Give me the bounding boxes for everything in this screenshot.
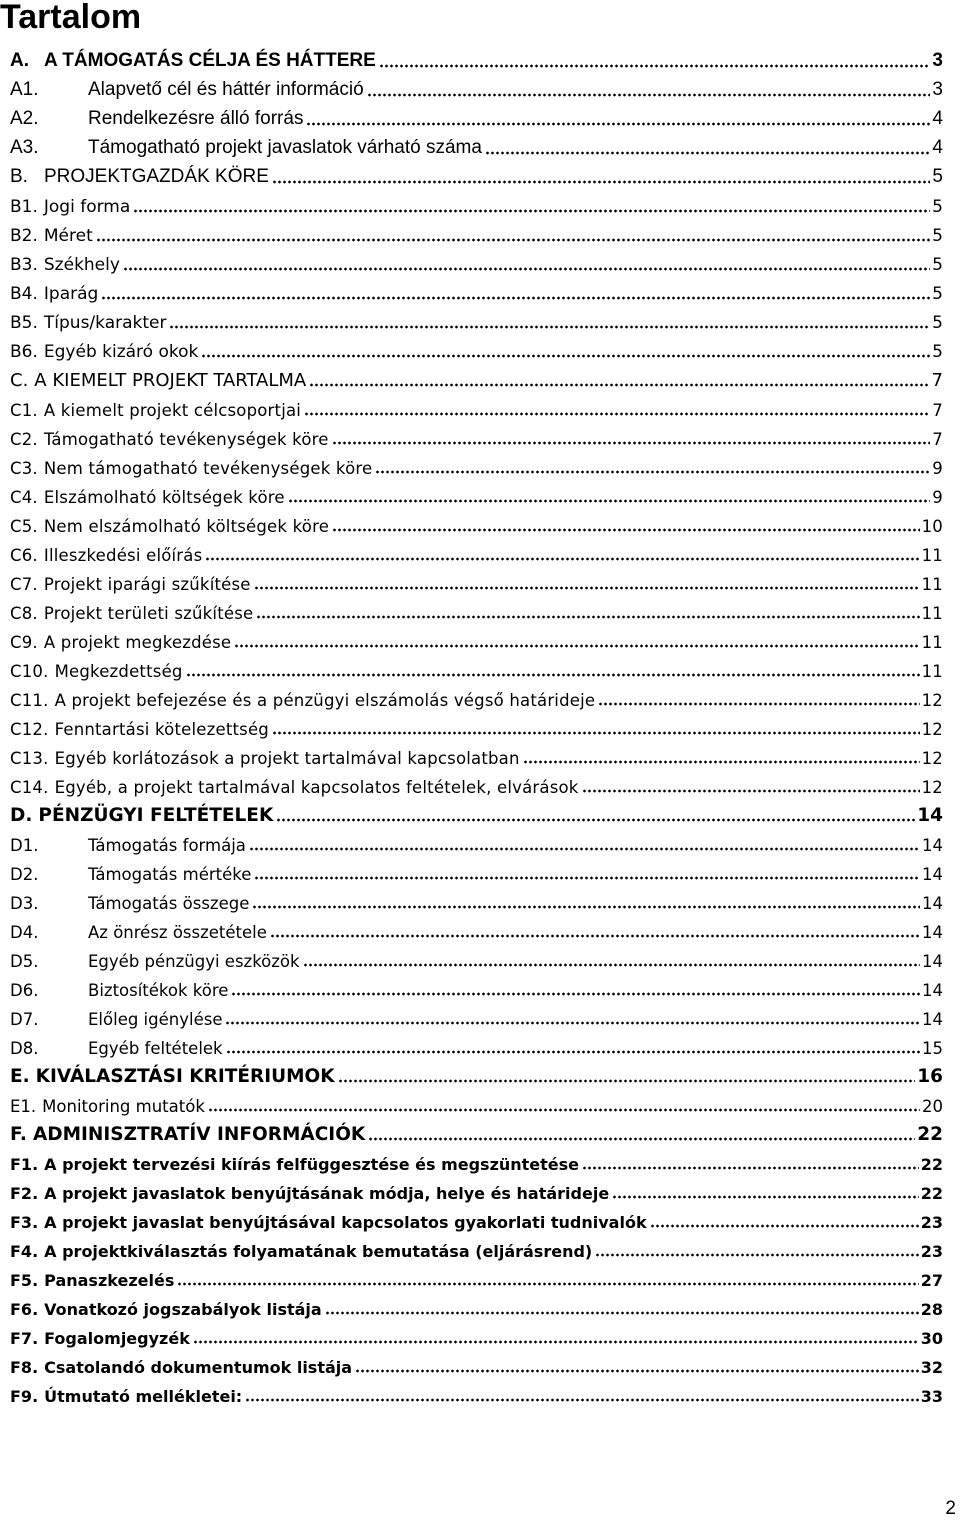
toc-entry-page: 14 (922, 894, 943, 913)
toc-entry[interactable] (10, 598, 943, 627)
toc-entry-title: Az önrész összetétele (88, 923, 267, 942)
toc-entry[interactable] (10, 366, 943, 395)
toc-entry-title: Alapvető cél és háttér információ (88, 79, 364, 100)
toc-entry-number: F7. (10, 1329, 39, 1348)
toc-entry-number: A2. (10, 108, 39, 129)
toc-entry-title: Típus/karakter (43, 313, 167, 333)
toc-entry-title: A TÁMOGATÁS CÉLJA ÉS HÁTTERE (44, 50, 376, 71)
toc-entry-number: B6. (10, 342, 38, 362)
toc-entry-number: F9. (10, 1387, 39, 1406)
toc-entry[interactable] (10, 917, 943, 946)
dot-leader (379, 64, 931, 68)
toc-entry-number: A3. (10, 137, 39, 158)
toc-entry-page: 15 (922, 1039, 943, 1058)
toc-entry-number: E. (10, 1066, 30, 1087)
toc-entry[interactable] (10, 1381, 943, 1410)
toc-entry[interactable] (10, 1207, 943, 1236)
toc-entry-page: 5 (932, 313, 943, 333)
toc-entry-page: 14 (922, 1010, 943, 1029)
toc-entry[interactable] (10, 685, 943, 714)
toc-entry-title: Egyéb, a projekt tartalmával kapcsolatos feltételek, elvárások (54, 778, 579, 797)
toc-entry-number: F. (10, 1124, 27, 1145)
toc-entry[interactable] (10, 569, 943, 598)
toc-entry[interactable] (10, 772, 943, 801)
toc-entry-page: 14 (922, 923, 943, 942)
dot-leader (123, 267, 930, 271)
dot-leader (288, 499, 931, 503)
toc-entry-page: 5 (932, 226, 943, 246)
toc-entry-title: Egyéb feltételek (88, 1039, 223, 1058)
toc-entry-title: A projekt tervezési kiírás felfüggesztése és megszüntetése (44, 1155, 580, 1174)
dot-leader (234, 644, 919, 648)
dot-leader (582, 789, 920, 793)
toc-entry-title: Fogalomjegyzék (44, 1329, 190, 1348)
dot-leader (304, 412, 930, 416)
dot-leader (309, 383, 929, 387)
toc-entry-number: B5. (10, 313, 38, 333)
toc-entry-number: C14. (10, 778, 49, 797)
toc-entry-page: 5 (932, 166, 943, 187)
toc-entry[interactable] (10, 192, 943, 221)
toc-entry[interactable] (10, 1178, 943, 1207)
toc-entry[interactable] (10, 511, 943, 540)
toc-entry[interactable] (10, 656, 943, 685)
toc-entry-number: F4. (10, 1242, 39, 1261)
toc-entry-title: A projektkiválasztás folyamatának bemutatása (eljárásrend) (44, 1242, 593, 1261)
toc-entry-page: 28 (920, 1300, 943, 1319)
dot-leader (325, 1311, 919, 1315)
toc-entry-title: A KIEMELT PROJEKT TARTALMA (34, 370, 307, 391)
toc-entry-page: 27 (920, 1271, 943, 1290)
toc-entry-number: B3. (10, 255, 38, 275)
toc-entry[interactable] (10, 1120, 943, 1149)
toc-entry-title: Projekt területi szűkítése (43, 604, 254, 623)
toc-entry-number: C3. (10, 459, 38, 478)
toc-entry-title: Székhely (43, 255, 120, 275)
toc-entry-title: A kiemelt projekt célcsoportjai (43, 401, 302, 420)
dot-leader (177, 1282, 918, 1286)
dot-leader (186, 673, 920, 677)
toc-entry-number: F8. (10, 1358, 39, 1377)
toc-entry-number: D5. (10, 952, 39, 971)
toc-entry-page: 7 (932, 401, 943, 420)
toc-entry-title: Támogatás összege (88, 894, 250, 913)
toc-entry-number: C11. (10, 691, 49, 710)
dot-leader (201, 354, 930, 358)
toc-entry-number: D6. (10, 981, 39, 1000)
toc-entry-page: 16 (917, 1066, 943, 1087)
toc-entry[interactable] (10, 134, 943, 163)
toc-entry-title: Nem támogatható tevékenységek köre (43, 459, 373, 478)
toc-entry-page: 32 (920, 1358, 943, 1377)
toc-entry-number: F1. (10, 1155, 39, 1174)
dot-leader (252, 905, 920, 909)
toc-entry[interactable] (10, 946, 943, 975)
toc-entry-title: Útmutató mellékletei: (44, 1387, 243, 1406)
toc-entry-title: Egyéb pénzügyi eszközök (88, 952, 300, 971)
toc-entry-title: Támogatható tevékenységek köre (43, 430, 329, 449)
dot-leader (367, 93, 931, 97)
toc-entry-number: C9. (10, 633, 38, 652)
toc-entry-title: Méret (43, 226, 93, 246)
toc-entry[interactable] (10, 1294, 943, 1323)
toc-entry-page: 11 (921, 575, 943, 594)
dot-leader (254, 876, 920, 880)
toc-entry[interactable] (10, 975, 943, 1004)
dot-leader (96, 238, 930, 242)
toc-entry[interactable] (10, 888, 943, 917)
toc-entry[interactable] (10, 714, 943, 743)
dot-leader (582, 1166, 919, 1170)
dot-leader (270, 934, 920, 938)
page-title: Tartalom (0, 0, 142, 36)
toc-entry-page: 22 (920, 1184, 943, 1203)
toc-entry-title: Vonatkozó jogszabályok listája (44, 1300, 322, 1319)
toc-entry[interactable] (10, 424, 943, 453)
toc-entry-page: 11 (921, 546, 943, 565)
toc-entry[interactable] (10, 743, 943, 772)
table-of-contents (10, 47, 943, 1410)
toc-entry[interactable] (10, 540, 943, 569)
toc-entry[interactable] (10, 1236, 943, 1265)
dot-leader (523, 760, 920, 764)
dot-leader (193, 1340, 919, 1344)
dot-leader (332, 441, 931, 445)
toc-entry-number: C4. (10, 488, 38, 507)
toc-entry[interactable] (10, 308, 943, 337)
dot-leader (303, 963, 920, 967)
toc-entry-title: Előleg igénylése (88, 1010, 223, 1029)
toc-entry-number: D4. (10, 923, 39, 942)
toc-entry[interactable] (10, 337, 943, 366)
toc-entry-number: C. (10, 370, 29, 391)
toc-entry-number: C5. (10, 517, 38, 536)
dot-leader (245, 1398, 919, 1402)
dot-leader (169, 325, 930, 329)
toc-entry-title: Nem elszámolható költségek köre (43, 517, 330, 536)
toc-entry-page: 11 (921, 662, 943, 681)
toc-entry-page: 5 (932, 255, 943, 275)
toc-entry-number: F3. (10, 1213, 39, 1232)
dot-leader (368, 1137, 915, 1141)
toc-entry[interactable] (10, 1091, 943, 1120)
toc-entry-page: 5 (932, 197, 943, 217)
toc-entry[interactable] (10, 1265, 943, 1294)
dot-leader (249, 847, 920, 851)
toc-entry-number: C6. (10, 546, 38, 565)
toc-entry-page: 23 (920, 1213, 943, 1232)
dot-leader (650, 1224, 919, 1228)
toc-entry-number: C7. (10, 575, 38, 594)
dot-leader (256, 615, 919, 619)
toc-entry[interactable] (10, 859, 943, 888)
dot-leader (205, 557, 919, 561)
toc-entry-page: 12 (921, 749, 943, 768)
toc-entry-number: D. (10, 805, 33, 826)
toc-entry[interactable] (10, 105, 943, 134)
toc-entry[interactable] (10, 221, 943, 250)
toc-entry-title: A projekt befejezése és a pénzügyi elszámolás végső határideje (54, 691, 596, 710)
toc-entry-page: 10 (921, 517, 943, 536)
toc-entry-title: Jogi forma (43, 197, 131, 217)
toc-entry-title: Rendelkezésre álló forrás (88, 108, 304, 129)
toc-entry[interactable] (10, 830, 943, 859)
toc-entry-page: 7 (931, 370, 943, 391)
toc-entry-number: B2. (10, 226, 38, 246)
toc-entry-title: Támogatható projekt javaslatok várható száma (88, 137, 482, 158)
dot-leader (338, 1079, 916, 1083)
dot-leader (101, 296, 930, 300)
toc-entry-number: D8. (10, 1039, 39, 1058)
toc-entry-page: 12 (921, 691, 943, 710)
toc-entry-number: F5. (10, 1271, 39, 1290)
toc-entry-title: Egyéb kizáró okok (43, 342, 199, 362)
toc-entry-title: Illeszkedési előírás (43, 546, 203, 565)
toc-entry[interactable] (10, 453, 943, 482)
toc-entry-page: 14 (922, 865, 943, 884)
dot-leader (225, 1021, 920, 1025)
toc-entry-number: B4. (10, 284, 38, 304)
toc-entry-title: Iparág (43, 284, 99, 304)
toc-entry[interactable] (10, 279, 943, 308)
toc-entry-number: D7. (10, 1010, 39, 1029)
toc-entry-title: Biztosítékok köre (88, 981, 229, 1000)
toc-entry-title: Támogatás formája (88, 836, 246, 855)
toc-entry-number: B1. (10, 197, 38, 217)
toc-entry-title: KIVÁLASZTÁSI KRITÉRIUMOK (35, 1066, 335, 1087)
page-number: 2 (945, 1498, 956, 1519)
dot-leader (226, 1050, 920, 1054)
dot-leader (272, 731, 920, 735)
toc-entry-page: 14 (922, 836, 943, 855)
toc-entry-page: 14 (922, 981, 943, 1000)
toc-entry-title: Egyéb korlátozások a projekt tartalmával kapcsolatban (54, 749, 520, 768)
dot-leader (332, 528, 920, 532)
toc-entry-page: 33 (920, 1387, 943, 1406)
toc-entry[interactable] (10, 801, 943, 830)
toc-entry-page: 7 (932, 430, 943, 449)
toc-entry[interactable] (10, 250, 943, 279)
toc-entry-number: C10. (10, 662, 49, 681)
dot-leader (306, 122, 930, 126)
toc-entry-number: C2. (10, 430, 38, 449)
toc-entry-title: Monitoring mutatók (42, 1097, 205, 1116)
dot-leader (485, 151, 930, 155)
toc-entry[interactable] (10, 1149, 943, 1178)
toc-entry-title: A projekt megkezdése (43, 633, 232, 652)
toc-entry-number: A. (10, 50, 29, 71)
dot-leader (272, 180, 931, 184)
toc-entry-page: 4 (932, 108, 943, 129)
toc-entry-number: D3. (10, 894, 39, 913)
dot-leader (612, 1195, 919, 1199)
toc-entry-page: 14 (922, 952, 943, 971)
toc-entry[interactable] (10, 1004, 943, 1033)
toc-entry-title: PROJEKTGAZDÁK KÖRE (44, 166, 269, 187)
dot-leader (208, 1108, 920, 1112)
toc-entry[interactable] (10, 1033, 943, 1062)
toc-entry-number: E1. (10, 1097, 37, 1116)
toc-entry-page: 4 (932, 137, 943, 158)
toc-entry-page: 14 (917, 805, 943, 826)
toc-entry-title: A projekt javaslat benyújtásával kapcsolatos gyakorlati tudnivalók (44, 1213, 647, 1232)
dot-leader (355, 1369, 919, 1373)
toc-entry-number: D2. (10, 865, 39, 884)
dot-leader (598, 702, 919, 706)
toc-entry-title: Támogatás mértéke (88, 865, 252, 884)
toc-entry-title: A projekt javaslatok benyújtásának módja, helye és határideje (44, 1184, 610, 1203)
toc-entry-page: 5 (932, 284, 943, 304)
toc-entry[interactable] (10, 482, 943, 511)
toc-entry-page: 22 (920, 1155, 943, 1174)
toc-entry-title: PÉNZÜGYI FELTÉTELEK (38, 805, 274, 826)
toc-entry[interactable] (10, 627, 943, 656)
toc-entry-number: C1. (10, 401, 38, 420)
toc-entry-page: 3 (932, 50, 943, 71)
toc-entry-number: C13. (10, 749, 49, 768)
toc-entry[interactable] (10, 1352, 943, 1381)
toc-entry-page: 9 (932, 488, 943, 507)
toc-entry-page: 22 (917, 1124, 943, 1145)
toc-entry-page: 11 (921, 604, 943, 623)
dot-leader (133, 209, 930, 213)
toc-entry-page: 9 (932, 459, 943, 478)
toc-entry-title: ADMINISZTRATÍV INFORMÁCIÓK (32, 1124, 366, 1145)
toc-entry-title: Megkezdettség (54, 662, 183, 681)
toc-entry-page: 23 (920, 1242, 943, 1261)
toc-entry-title: Csatolandó dokumentumok listája (44, 1358, 353, 1377)
toc-entry-page: 30 (920, 1329, 943, 1348)
toc-entry-number: A1. (10, 79, 39, 100)
toc-entry-number: B. (10, 166, 28, 187)
toc-entry-number: C8. (10, 604, 38, 623)
toc-entry[interactable] (10, 395, 943, 424)
toc-entry-page: 3 (932, 79, 943, 100)
dot-leader (231, 992, 920, 996)
toc-entry[interactable] (10, 1323, 943, 1352)
dot-leader (276, 818, 915, 822)
toc-entry[interactable] (10, 76, 943, 105)
dot-leader (375, 470, 930, 474)
toc-entry[interactable] (10, 47, 943, 76)
toc-entry-number: C12. (10, 720, 49, 739)
toc-entry[interactable] (10, 1062, 943, 1091)
toc-entry-title: Projekt iparági szűkítése (43, 575, 251, 594)
toc-entry-page: 12 (921, 720, 943, 739)
toc-entry-page: 20 (922, 1097, 943, 1116)
toc-entry[interactable] (10, 163, 943, 192)
toc-entry-number: F6. (10, 1300, 39, 1319)
toc-entry-title: Elszámolható költségek köre (43, 488, 285, 507)
toc-entry-page: 12 (921, 778, 943, 797)
toc-entry-title: Panaszkezelés (44, 1271, 175, 1290)
toc-entry-page: 11 (921, 633, 943, 652)
toc-entry-number: D1. (10, 836, 39, 855)
toc-entry-number: F2. (10, 1184, 39, 1203)
dot-leader (595, 1253, 919, 1257)
toc-entry-title: Fenntartási kötelezettség (54, 720, 269, 739)
dot-leader (254, 586, 920, 590)
toc-entry-page: 5 (932, 342, 943, 362)
